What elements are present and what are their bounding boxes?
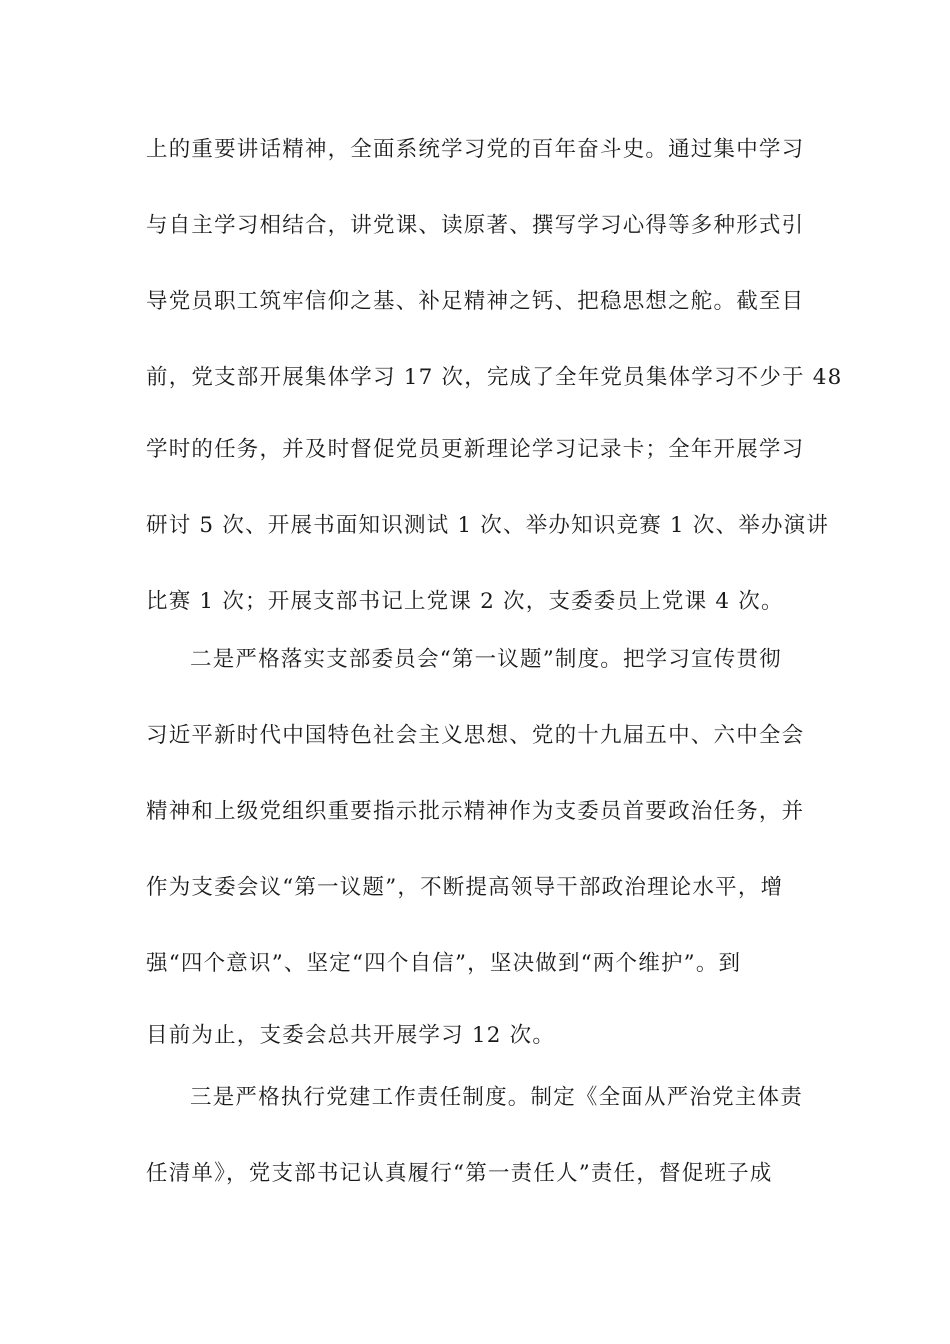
paragraph-line: 导党员职工筑牢信仰之基、补足精神之钙、把稳思想之舵。截至目: [146, 289, 805, 314]
paragraph-line: 精神和上级党组织重要指示批示精神作为支委员首要政治任务，并: [146, 799, 805, 824]
paragraph-first-line: 三是严格执行党建工作责任制度。制定《全面从严治党主体责: [190, 1085, 803, 1110]
paragraph-line: 习近平新时代中国特色社会主义思想、党的十九届五中、六中全会: [146, 723, 805, 748]
paragraph-line: 目前为止，支委会总共开展学习 12 次。: [146, 1023, 556, 1048]
paragraph-line: 研讨 5 次、开展书面知识测试 1 次、举办知识竞赛 1 次、举办演讲: [146, 513, 830, 538]
paragraph-line: 上的重要讲话精神，全面系统学习党的百年奋斗史。通过集中学习: [146, 137, 805, 162]
paragraph-line: 前，党支部开展集体学习 17 次，完成了全年党员集体学习不少于 48: [146, 365, 843, 390]
paragraph-line: 学时的任务，并及时督促党员更新理论学习记录卡；全年开展学习: [146, 437, 805, 462]
paragraph-line: 比赛 1 次；开展支部书记上党课 2 次，支委委员上党课 4 次。: [146, 589, 784, 614]
paragraph-line: 作为支委会议“第一议题”，不断提高领导干部政治理论水平，增: [146, 875, 784, 900]
paragraph-line: 任清单》，党支部书记认真履行“第一责任人”责任，督促班子成: [146, 1161, 773, 1186]
paragraph-first-line: 二是严格落实支部委员会“第一议题”制度。把学习宣传贯彻: [190, 647, 782, 672]
paragraph-line: 强“四个意识”、坚定“四个自信”，坚决做到“两个维护”。到: [146, 951, 742, 976]
paragraph-line: 与自主学习相结合，讲党课、读原著、撰写学习心得等多种形式引: [146, 213, 805, 238]
